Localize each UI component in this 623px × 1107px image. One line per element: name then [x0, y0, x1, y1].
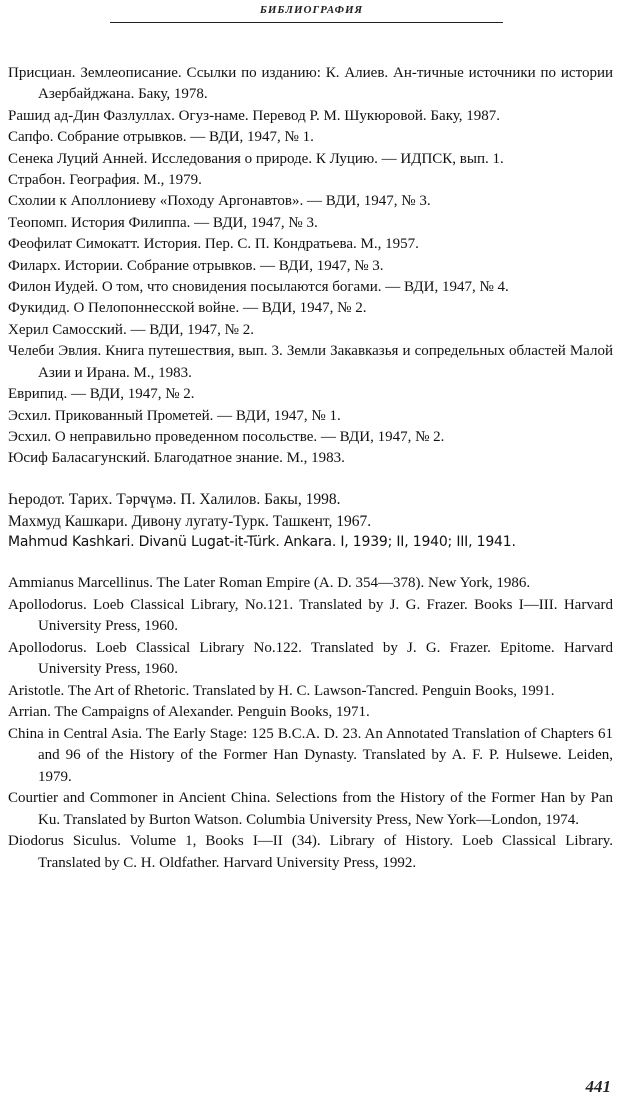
bibliography-entry: Схолии к Аполлониеву «Походу Аргонавтов». — ВДИ, 1947, № 3. — [8, 193, 431, 210]
bibliography-entry: Ammianus Marcellinus. The Later Roman Empire (A. D. 354—378). New York, 1986. — [8, 575, 531, 592]
bibliography-entry: Теопомп. История Филиппа. — ВДИ, 1947, № 3. — [8, 214, 318, 231]
bibliography-section-russian — [8, 63, 613, 470]
page-number: 441 — [585, 1077, 611, 1096]
bibliography-entry: Еврипид. — ВДИ, 1947, № 2. — [8, 386, 195, 403]
bibliography-section-english — [8, 573, 613, 874]
bibliography-entry: Филон Иудей. О том, что сновидения посылаются богами. — ВДИ, 1947, № 4. — [8, 279, 509, 296]
bibliography-entry: Фукидид. О Пелопоннесской войне. — ВДИ, 1947, № 2. — [8, 300, 367, 317]
bibliography-entry: Һеродот. Тарих. Тәрҹүмә. П. Халилов. Бакы, 1998. — [8, 490, 341, 508]
bibliography-entry: China in Central Asia. The Early Stage: 125 B.C.A. D. 23. An Annotated Translation of Chapters 61 and 96 of the History of the Former Han Dynasty. Translated by A. F. P. Hulsewe. Leiden, 1979. — [8, 725, 613, 785]
bibliography-entry: Рашид ад-Дин Фазлуллах. Огуз-наме. Перевод Р. М. Шукюровой. Баку, 1987. — [8, 107, 501, 124]
bibliography-entry: Сапфо. Собрание отрывков. — ВДИ, 1947, № 1. — [8, 129, 314, 146]
bibliography-entry: Присциан. Землеописание. Ссылки по изданию: К. Алиев. Ан-тичные источники по истории Азербайджана. Баку, 1978. — [8, 65, 613, 103]
bibliography-body — [8, 63, 613, 874]
bibliography-entry: Arrian. The Campaigns of Alexander. Penguin Books, 1971. — [8, 704, 370, 721]
bibliography-entry: Челеби Эвлия. Книга путешествия, вып. 3. Земли Закавказья и сопредельных областей Малой Азии и Ирана. М., 1983. — [8, 343, 613, 381]
bibliography-entry: Махмуд Кашкари. Дивону лугату-Турк. Ташкент, 1967. — [8, 512, 372, 530]
bibliography-entry: Херил Самосский. — ВДИ, 1947, № 2. — [8, 321, 254, 338]
bibliography-entry: Филарх. Истории. Собрание отрывков. — ВДИ, 1947, № 3. — [8, 257, 384, 274]
bibliography-entry: Apollodorus. Loeb Classical Library No.122. Translated by J. G. Frazer. Epitome. Harvard University Press, 1960. — [8, 639, 613, 678]
running-title: БИБЛИОГРАФИЯ — [259, 4, 364, 16]
bibliography-entry: Courtier and Commoner in Ancient China. Selections from the History of the Former Han by Pan Ku. Translated by Burton Watson. Columbia University Press, New York—London, 1974. — [8, 790, 613, 828]
bibliography-entry: Apollodorus. Loeb Classical Library, No.121. Translated by J. G. Frazer. Books I—III. Harvard University Press, 1960. — [8, 596, 613, 635]
bibliography-section-turkic — [8, 489, 613, 554]
bibliography-entry: Феофилат Симокатт. История. Пер. С. П. Кондратьева. М., 1957. — [8, 236, 419, 253]
bibliography-entry: Эсхил. О неправильно проведенном посольстве. — ВДИ, 1947, № 2. — [8, 428, 445, 445]
bibliography-entry: Aristotle. The Art of Rhetoric. Translated by H. C. Lawson-Tancred. Penguin Books, 1991. — [8, 682, 555, 699]
header-rule — [110, 22, 503, 23]
bibliography-entry: Сенека Луций Анней. Исследования о природе. К Луцию. — ИДПСК, вып. 1. — [8, 150, 504, 167]
bibliography-entry: Юсиф Баласагунский. Благодатное знание. М., 1983. — [8, 450, 345, 467]
bibliography-entry: Эсхил. Прикованный Прометей. — ВДИ, 1947, № 1. — [8, 407, 341, 424]
bibliography-entry: Mahmud Kashkari. Divanü Lugat-it-Türk. Ankara. I, 1939; II, 1940; III, 1941. — [8, 534, 516, 551]
bibliography-entry: Diodorus Siculus. Volume 1, Books I—II (34). Library of History. Loeb Classical Library. Translated by C. H. Oldfather. Harvard University Press, 1992. — [8, 833, 613, 871]
bibliography-entry: Страбон. География. М., 1979. — [8, 172, 202, 189]
